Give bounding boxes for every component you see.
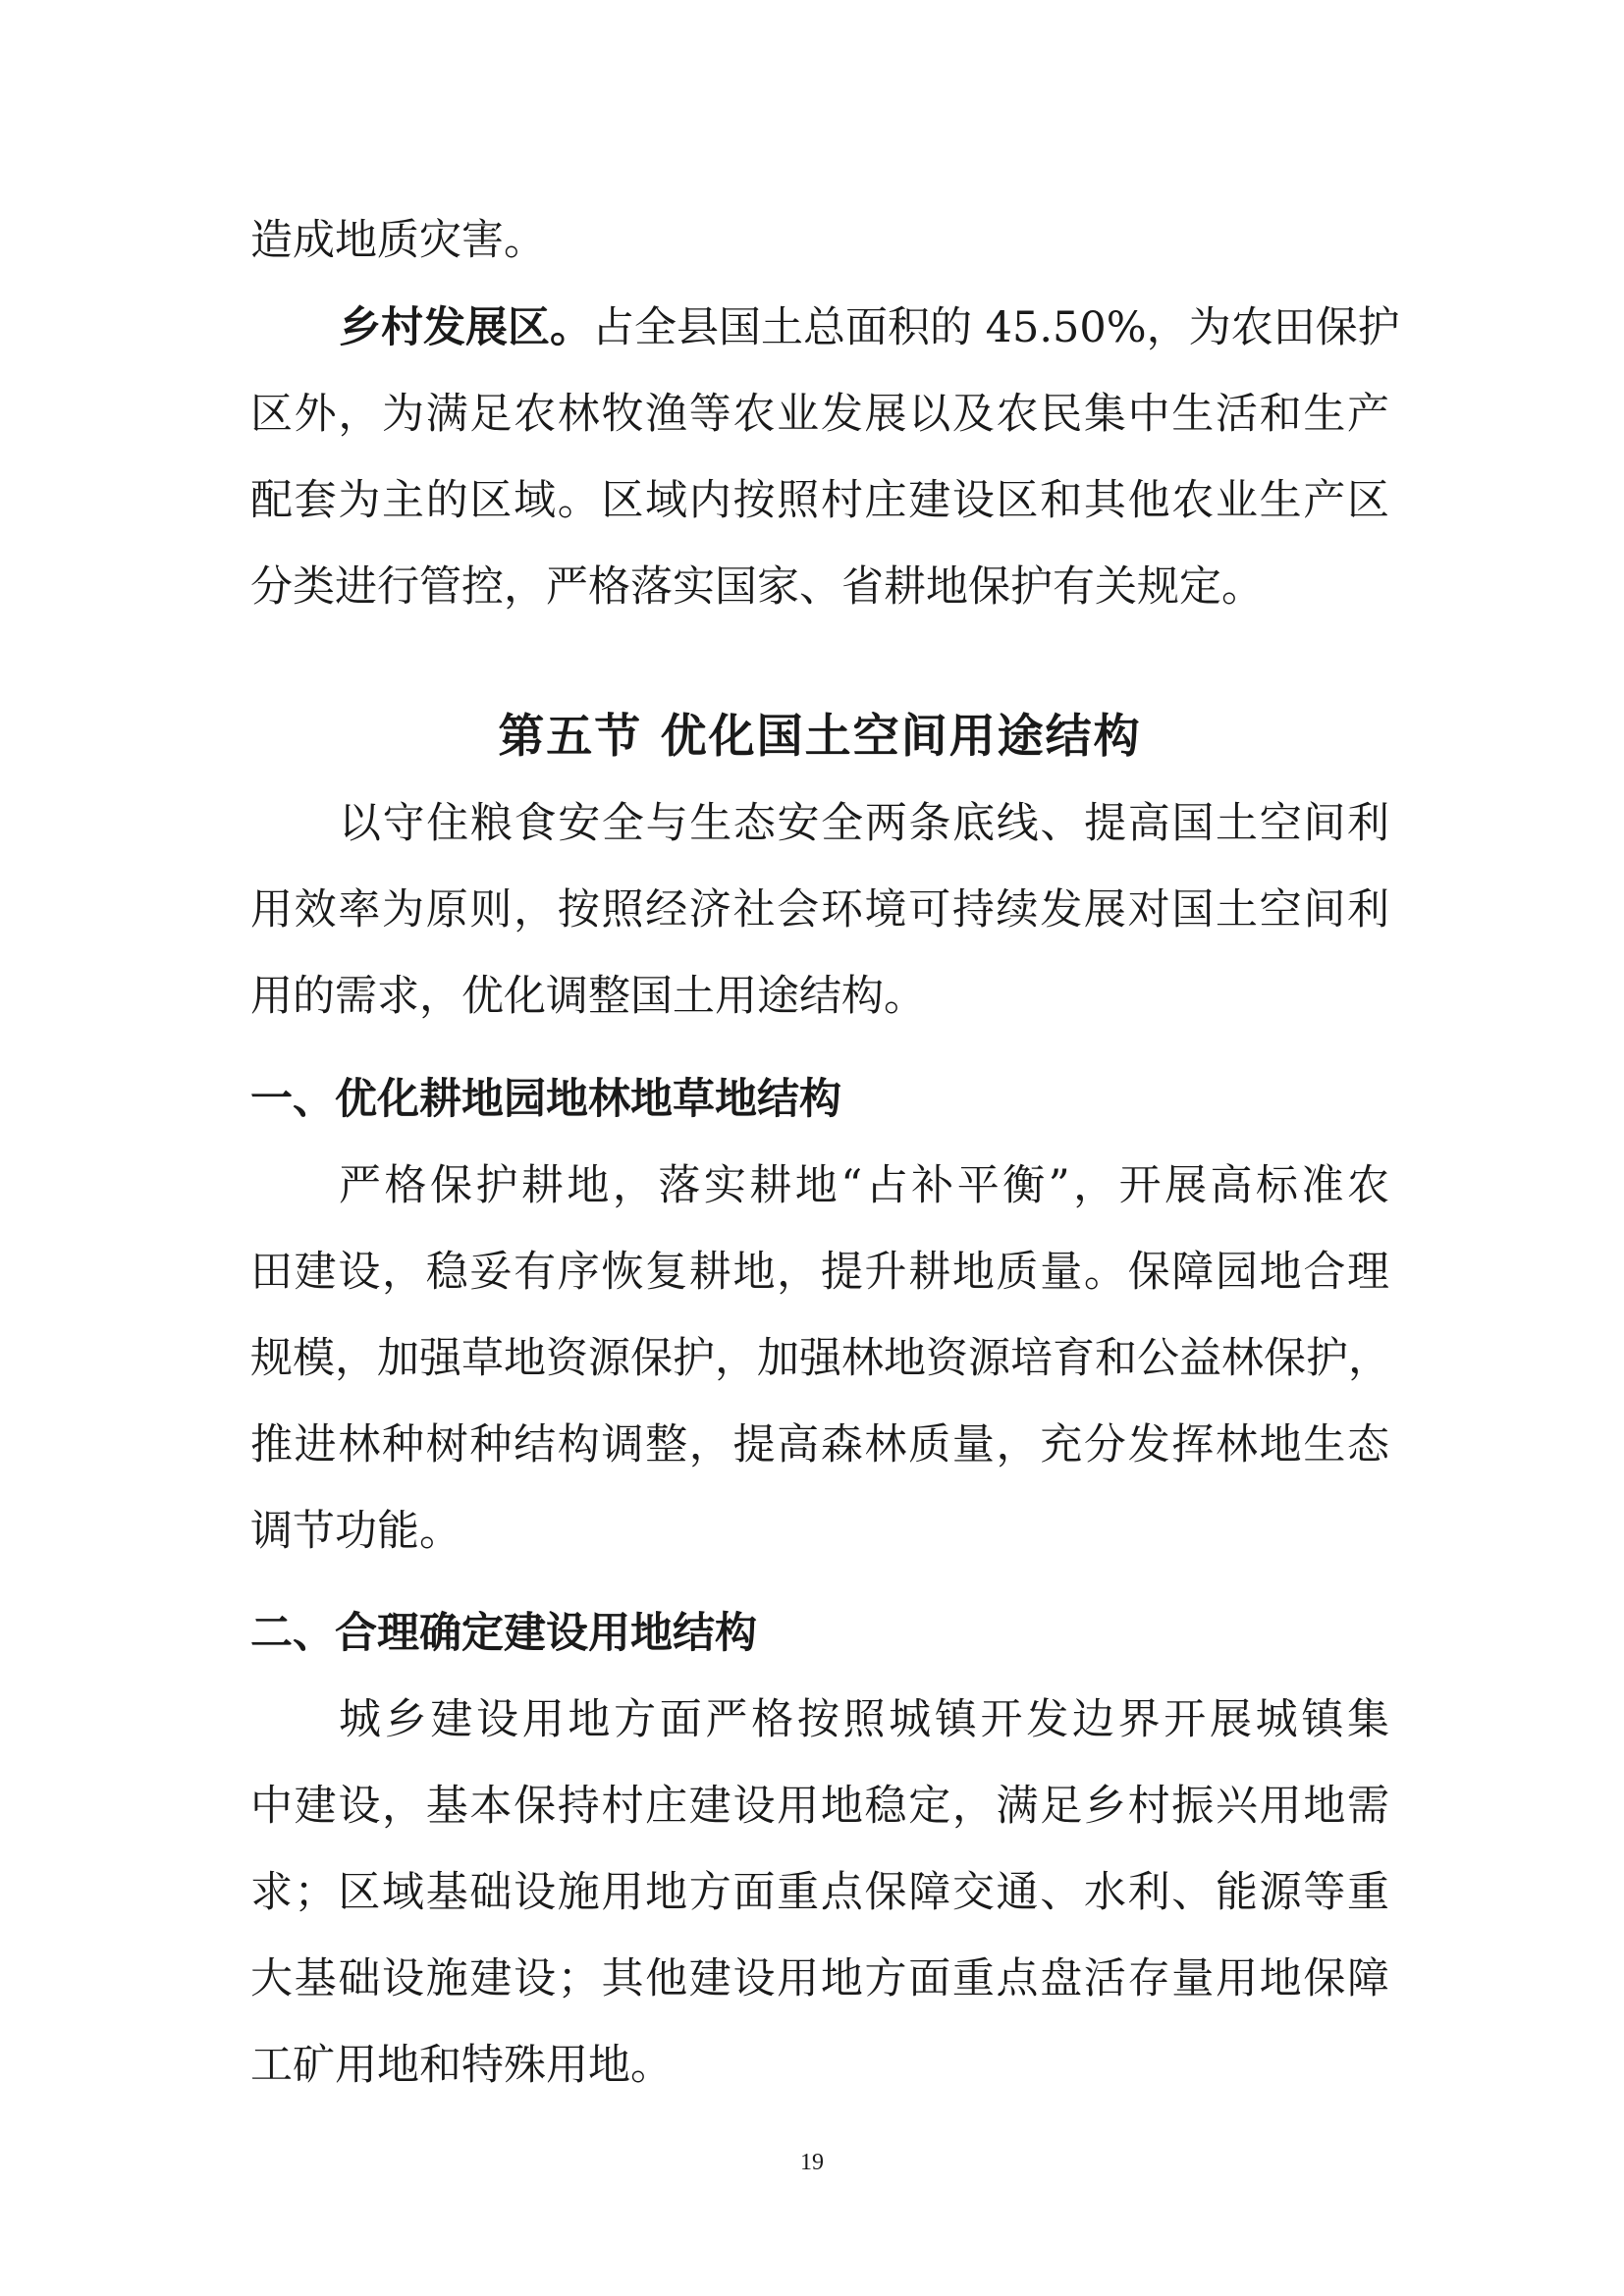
paragraph-line bbox=[250, 285, 1400, 371]
paragraph-line: 大基础设施建设；其他建设用地方面重点盘活存量用地保障 bbox=[250, 1954, 1389, 2003]
paragraph-line: 中建设，基本保持村庄建设用地稳定，满足乡村振兴用地需 bbox=[250, 1782, 1389, 1831]
paragraph-line: 求；区域基础设施用地方面重点保障交通、水利、能源等重 bbox=[250, 1868, 1389, 1917]
paragraph-line: 城乡建设用地方面严格按照城镇开发边界开展城镇集 bbox=[339, 1695, 1389, 1744]
paragraph-line: 工矿用地和特殊用地。 bbox=[250, 2041, 673, 2090]
paragraph-line: 分类进行管控，严格落实国家、省耕地保护有关规定。 bbox=[250, 562, 1264, 612]
paragraph-line: 严格保护耕地，落实耕地“占补平衡”，开展高标准农 bbox=[339, 1161, 1389, 1210]
paragraph-line: 区外，为满足农林牧渔等农业发展以及农民集中生活和生产 bbox=[250, 390, 1389, 439]
paragraph-line: 用的需求，优化调整国土用途结构。 bbox=[250, 972, 926, 1021]
paragraph-line: 配套为主的区域。区域内按照村庄建设区和其他农业生产区 bbox=[250, 476, 1389, 525]
paragraph-line: 用效率为原则，按照经济社会环境可持续发展对国土空间利 bbox=[250, 885, 1389, 934]
paragraph-line: 调节功能。 bbox=[250, 1507, 461, 1556]
page-number: 19 bbox=[800, 2150, 824, 2175]
paragraph-line: 推进林种树种结构调整，提高森林质量，充分发挥林地生态 bbox=[250, 1420, 1389, 1469]
zone-label: 乡村发展区。 bbox=[339, 303, 592, 352]
section-title: 第五节 优化国土空间用途结构 bbox=[498, 710, 1142, 764]
paragraph-line: 田建设，稳妥有序恢复耕地，提升耕地质量。保障园地合理 bbox=[250, 1248, 1389, 1297]
subsection-heading: 一、优化耕地园地林地草地结构 bbox=[250, 1075, 841, 1124]
paragraph-text: 占全县国土总面积的 45.50%，为农田保护 bbox=[592, 303, 1400, 352]
document-page bbox=[250, 0, 1400, 2296]
subsection-heading: 二、合理确定建设用地结构 bbox=[250, 1609, 757, 1658]
paragraph-line: 造成地质灾害。 bbox=[250, 216, 546, 265]
paragraph-line: 规模，加强草地资源保护，加强林地资源培育和公益林保护， bbox=[250, 1334, 1390, 1383]
paragraph-line: 以守住粮食安全与生态安全两条底线、提高国土空间利 bbox=[339, 799, 1389, 848]
